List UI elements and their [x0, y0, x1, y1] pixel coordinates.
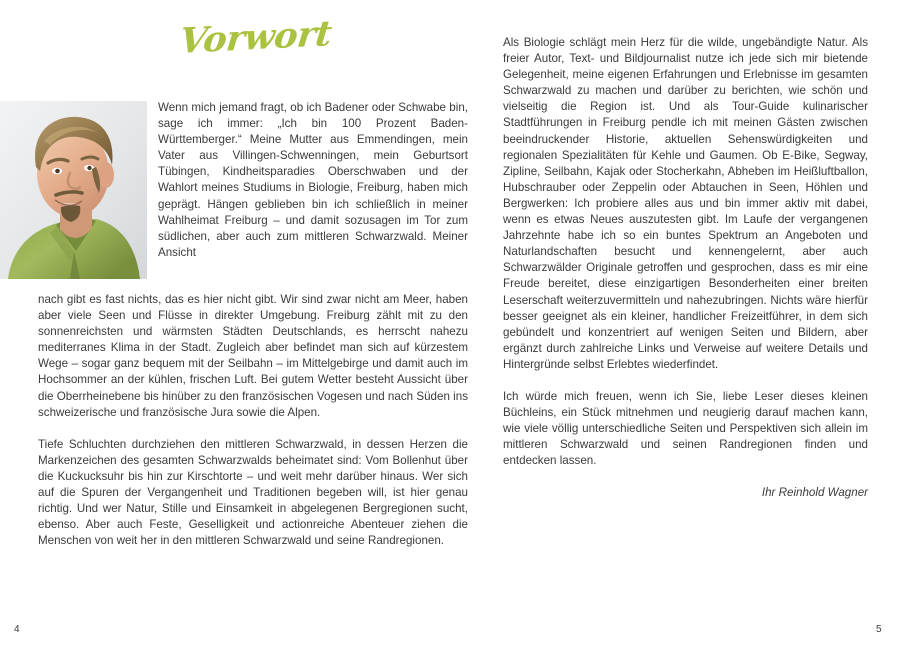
- left-column-body: [38, 292, 468, 549]
- portrait-image: [0, 101, 147, 279]
- page-number-right: 5: [876, 624, 882, 635]
- page-number-left: 4: [14, 624, 20, 635]
- author-signature: Ihr Reinhold Wagner: [761, 486, 868, 500]
- paragraph-left-1a: Wenn mich jemand fragt, ob ich Badener oder Schwabe bin, sage ich immer: „Ich bin 100 Prozent Baden-Württemberger.“ Meine Mutter aus Emmendingen, mein Vater aus Villingen-Schwenningen, mein Geburtsort Tübingen, Kindheitsparadies Oberschwaben und der Wahlort meines Studiums in Biologie, Freiburg, haben mich geprägt. Hängen geblieben bin ich schließlich in meiner Wahlheimat Freiburg – und damit sozusagen im Tor zum südlichen, aber auch zum mittleren Schwarzwald. Meiner Ansicht: [158, 101, 468, 259]
- paragraph-left-1b: nach gibt es fast nichts, das es hier nicht gibt. Wir sind zwar nicht am Meer, haben aber viele Seen und Flüsse in direkter Umgebung. Freiburg zählt mit zu den sonnenreichsten und wärmsten Städten Deutschlands, es herrscht nahezu mediterranes Klima in der Stadt. Zugleich aber befindet man sich auf kürzestem Wege – sogar ganz bequem mit der Seilbahn – im Mittelgebirge und damit auch im Hochsommer an der kühlen, frischen Luft. Bei gutem Wetter besteht Aussicht über die Oberrheinebene bis hinüber zu den französischen Vogesen und nach Süden ins schweizerische und französische Jura sowie die Alpen.: [38, 293, 468, 419]
- paragraph-right-1: Als Biologie schlägt mein Herz für die wilde, ungebändigte Natur. Als freier Autor, Text- und Bildjournalist nutze ich jede sich mir bietende Gelegenheit, meine eigenen Erfahrungen und Erlebnisse im gesamten Schwarzwald zu machen und darüber zu berichten, wie schön und vielseitig die Region ist. Und als Tour-Guide kulinarischer Stadtführungen in Freiburg pendle ich mit meinen Gästen zwischen beeindruckender Historie, aktuellen Sehenswürdigkeiten und regionalen Spezialitäten für Kehle und Gaumen. Ob E-Bike, Segway, Zipline, Seilbahn, Kajak oder Stocherkahn, Abheben im Heißluftballon, Hubschrauber oder Zeppelin oder Abtauchen in Seen, Höhlen und Bergwerken: Ich probiere alles aus und bin immer aktiv mit dabei, wenn es etwas Neues auszutesten gibt. Im Laufe der vergangenen Jahrzehnte habe ich so ein buntes Spektrum an Angeboten und Naturlandschaften besucht und kennengelernt, aber auch Schwarzwälder Originale getroffen und gesprochen, dass es mir eine Freude bereitet, diese einzigartigen Besonderheiten einer breiten Leserschaft weiterzuvermitteln und nahezubringen. Nichts wäre hierfür besser geeignet als ein kleiner, handlicher Freizeitführer, in dem sich gebündelt und konzentriert auf wenigen Seiten und Bildern, aber ergänzt durch zahlreiche Links und Verweise auf weitere Details und Hintergründe selbst Erlebtes wiederfindet.: [503, 36, 868, 371]
- paragraph-right-2: Ich würde mich freuen, wenn ich Sie, liebe Leser dieses kleinen Büchleins, ein Stück mitnehmen und neugierig darauf machen kann, wie viele völlig unterschiedliche Seiten und Perspektiven sich allein im mittleren Schwarzwald und seinen Randregionen finden und entdecken lassen.: [503, 389, 868, 468]
- page-title: Vorwort: [177, 13, 334, 62]
- left-column-top: [158, 100, 468, 261]
- author-portrait-photo: [0, 101, 147, 279]
- right-column-body: [503, 35, 868, 502]
- paragraph-left-2: Tiefe Schluchten durchziehen den mittleren Schwarzwald, in dessen Herzen die Markenzeichen des gesamten Schwarzwalds beheimatet sind: Vom Bollenhut über die Kuckucksuhr bis hin zur Kirschtorte – und weit mehr darüber hinaus. Wer sich auf die Spuren der Vergangenheit und Traditionen begeben will, ist hier genau richtig. Und wer Natur, Stille und Einsamkeit in abgelegenen Bergregionen sucht, ebenso. Aber auch Feste, Geselligkeit und actionreiche Abenteuer ziehen die Menschen von weit her in den mittleren Schwarzwald und seine Randregionen.: [38, 437, 468, 548]
